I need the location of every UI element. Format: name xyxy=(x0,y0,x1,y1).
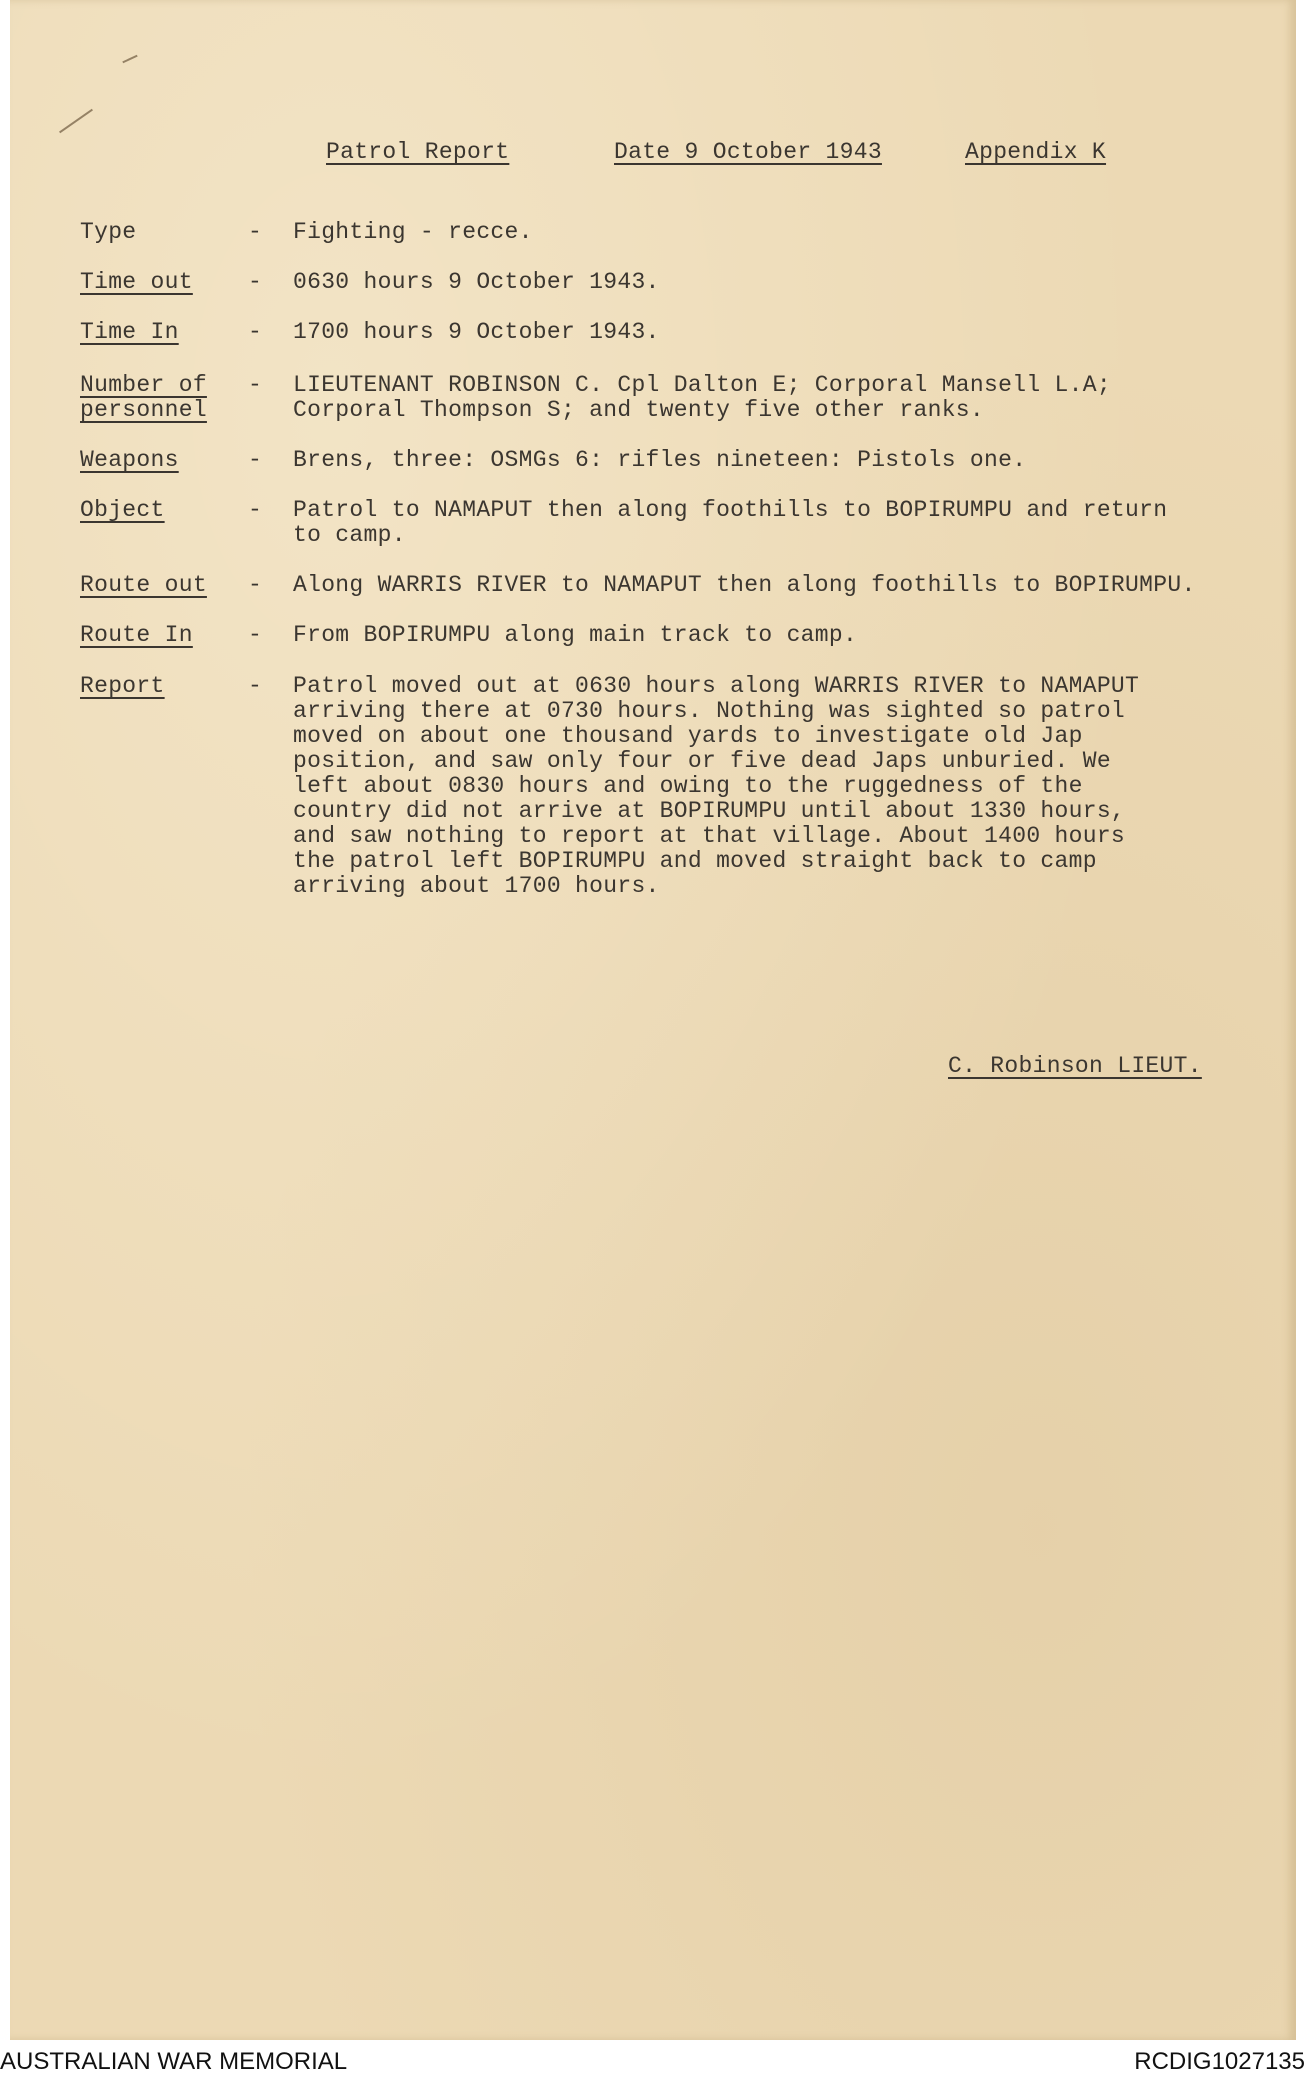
report-title: Patrol Report xyxy=(326,139,510,165)
report-appendix: Appendix K xyxy=(965,139,1107,165)
field-value: 0630 hours 9 October 1943. xyxy=(293,269,660,295)
pencil-mark-small xyxy=(122,55,137,64)
paper-sheet xyxy=(10,0,1296,2040)
field-label: Route In xyxy=(80,622,193,648)
field-value: Fighting - recce. xyxy=(293,219,533,245)
pencil-mark xyxy=(59,109,93,134)
signature-block: C. Robinson LIEUT. xyxy=(948,1053,1202,1079)
field-dash: - xyxy=(248,497,263,523)
report-date: Date 9 October 1943 xyxy=(614,139,882,165)
field-label: Type xyxy=(80,219,137,245)
field-value: Patrol to NAMAPUT then along foothills to BOPIRUMPU and return to camp. xyxy=(293,497,1168,548)
field-dash: - xyxy=(248,447,263,473)
field-value: Along WARRIS RIVER to NAMAPUT then along foothills to BOPIRUMPU. xyxy=(293,572,1196,598)
field-dash: - xyxy=(248,572,263,598)
field-value: From BOPIRUMPU along main track to camp. xyxy=(293,622,858,648)
field-dash: - xyxy=(248,372,263,398)
field-label: Object xyxy=(80,497,165,523)
field-dash: - xyxy=(248,219,263,245)
field-value: LIEUTENANT ROBINSON C. Cpl Dalton E; Corporal Mansell L.A; Corporal Thompson S; and twenty five other ranks. xyxy=(293,372,1111,423)
field-label: Report xyxy=(80,673,165,699)
field-dash: - xyxy=(248,622,263,648)
report-header xyxy=(0,140,1313,170)
field-label: Time In xyxy=(80,319,179,345)
field-label: Time out xyxy=(80,269,193,295)
field-dash: - xyxy=(248,269,263,295)
field-dash: - xyxy=(248,319,263,345)
field-value: Patrol moved out at 0630 hours along WARRIS RIVER to NAMAPUT arriving there at 0730 hours. Nothing was sighted so patrol moved on about one thousand yards to investigate old Jap position, and saw only four or five dead Japs unburied. We left about 0830 hours and owing to the ruggedness of the country did not arrive at BOPIRUMPU until about 1330 hours, and saw nothing to report at that village. About 1400 hours the patrol left BOPIRUMPU and moved straight back to camp arriving about 1700 hours. xyxy=(293,673,1140,899)
footer-record-id: RCDIG1027135 xyxy=(1134,2048,1305,2075)
field-value: Brens, three: OSMGs 6: rifles nineteen: Pistols one. xyxy=(293,447,1027,473)
field-value: 1700 hours 9 October 1943. xyxy=(293,319,660,345)
footer-archive-name: AUSTRALIAN WAR MEMORIAL xyxy=(0,2048,348,2075)
field-dash: - xyxy=(248,673,263,699)
field-label: Weapons xyxy=(80,447,179,473)
field-label: Number of personnel xyxy=(80,372,207,423)
field-label: Route out xyxy=(80,572,207,598)
